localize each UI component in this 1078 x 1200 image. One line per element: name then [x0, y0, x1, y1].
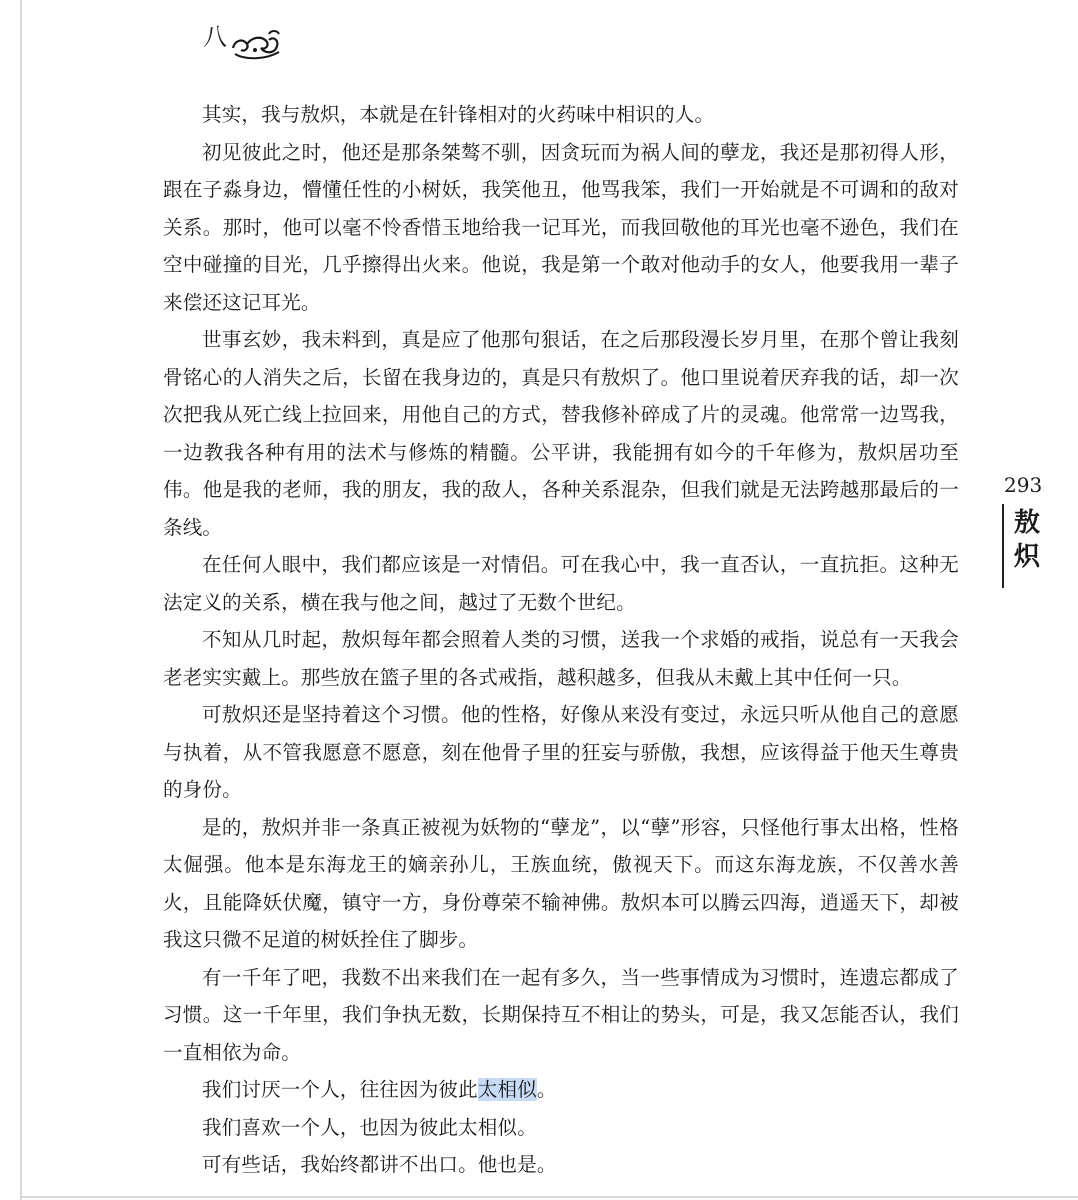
- page-number: 293: [1004, 473, 1043, 497]
- paragraph: 有一千年了吧，我数不出来我们在一起有多久，当一些事情成为习惯时，连遗忘都成了习惯。这一千年里，我们争执无数，长期保持互不相让的势头，可是，我又怎能否认，我们一直相依为命。: [163, 965, 959, 1064]
- paragraph-with-highlight[interactable]: [163, 1071, 959, 1109]
- paragraph: 初见彼此之时，他还是那条桀骜不驯，因贪玩而为祸人间的孽龙，我还是那初得人形，跟在子淼身边，懵懂任性的小树妖，我笑他丑，他骂我笨，我们一开始就是不可调和的敌对关系。那时，他可以毫不怜香惜玉地给我一记耳光，而我回敬他的耳光也毫不逊色，我们在空中碰撞的目光，几乎擦得出火来。他说，我是第一个敢对他动手的女人，他要我用一辈子来偿还这记耳光。: [163, 140, 959, 314]
- running-title: 敖炽: [1013, 508, 1040, 572]
- chapter-heading: [203, 20, 293, 70]
- paragraph: 世事玄妙，我未料到，真是应了他那句狠话，在之后那段漫长岁月里，在那个曾让我刻骨铭心的人消失之后，长留在我身边的，真是只有敖炽了。他口里说着厌弃我的话，却一次次把我从死亡线上拉回来，用他自己的方式，替我修补碎成了片的灵魂。他常常一边骂我，一边教我各种有用的法术与修炼的精髓。公平讲，我能拥有如今的千年修为，敖炽居功至伟。他是我的老师，我的朋友，我的敌人，各种关系混杂，但我们就是无法跨越那最后的一条线。: [163, 328, 959, 539]
- chapter-number: 八: [203, 23, 227, 51]
- text-before-highlight: 我们讨厌一个人，往往因为彼此: [202, 1078, 478, 1101]
- margin-rule: [1002, 504, 1004, 588]
- cloud-scroll-ornament-icon: [229, 28, 283, 64]
- text-after-highlight: 。: [536, 1078, 557, 1101]
- page-bottom-edge: [20, 1196, 1078, 1198]
- paragraph: 其实，我与敖炽，本就是在针锋相对的火药味中相识的人。: [202, 103, 715, 126]
- page-left-edge: [20, 0, 22, 1200]
- paragraph: 在任何人眼中，我们都应该是一对情侣。可在我心中，我一直否认，一直抗拒。这种无法定义的关系，横在我与他之间，越过了无数个世纪。: [163, 553, 959, 614]
- body-text: [163, 96, 959, 1184]
- paragraph: 可敖炽还是坚持着这个习惯。他的性格，好像从来没有变过，永远只听从他自己的意愿与执着，从不管我愿意不愿意，刻在他骨子里的狂妄与骄傲，我想，应该得益于他天生尊贵的身份。: [163, 703, 959, 801]
- paragraph: 我们喜欢一个人，也因为彼此太相似。: [202, 1115, 537, 1139]
- paragraph: 不知从几时起，敖炽每年都会照着人类的习惯，送我一个求婚的戒指，说总有一天我会老老实实戴上。那些放在篮子里的各式戒指，越积越多，但我从未戴上其中任何一只。: [163, 628, 959, 689]
- highlighted-text-selection[interactable]: 太相似: [477, 1078, 537, 1101]
- paragraph: 可有些话，我始终都讲不出口。他也是。: [202, 1153, 557, 1176]
- paragraph: 是的，敖炽并非一条真正被视为妖物的“孽龙”，以“孽”形容，只怪他行事太出格，性格太倔强。他本是东海龙王的嫡亲孙儿，王族血统，傲视天下。而这东海龙族，不仅善水善火，且能降妖伏魔，镇守一方，身份尊荣不输神佛。敖炽本可以腾云四海，逍遥天下，却被我这只微不足道的树妖拴住了脚步。: [163, 815, 959, 951]
